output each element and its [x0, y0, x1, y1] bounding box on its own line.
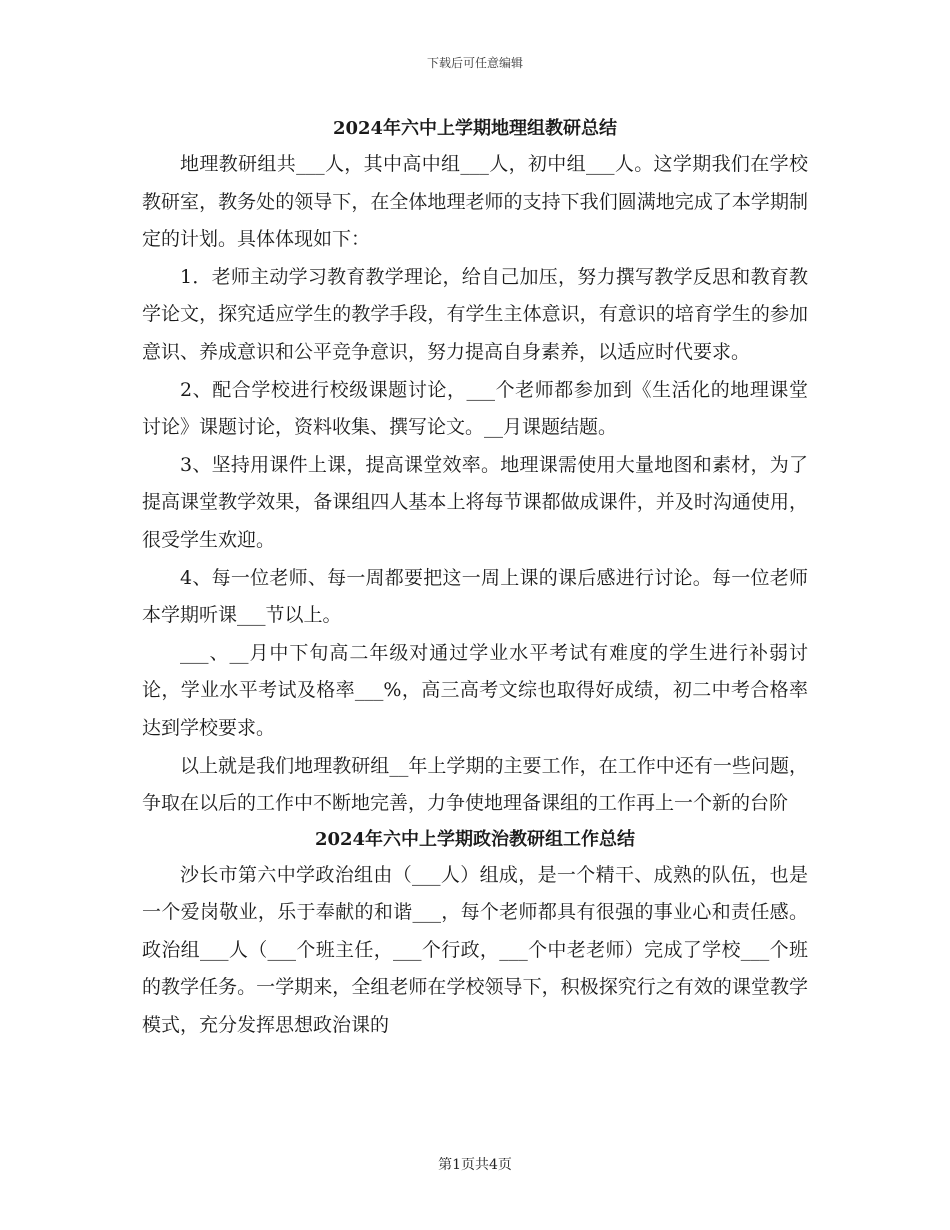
header-note: 下载后可任意编辑 [426, 56, 523, 70]
paragraph: 4、每一位老师、每一周都要把这一周上课的课后感进行讨论。每一位老师本学期听课___节以上。 [142, 566, 808, 627]
document-body [142, 112, 808, 1045]
page-footer: 第1页共4页 [438, 1157, 512, 1173]
paragraph: 2、配合学校进行校级课题讨论，___个老师都参加到《生活化的地理课堂讨论》课题讨论，资料收集、撰写论文。__月课题结题。 [142, 378, 808, 439]
paragraph: 1．老师主动学习教育教学理论，给自己加压，努力撰写教学反思和教育教学论文，探究适应学生的教学手段，有学生主体意识，有意识的培育学生的参加意识、养成意识和公平竞争意识，努力提高自身素养，以适应时代要求。 [142, 265, 808, 363]
section-title-politics: 2024年六中上学期政治教研组工作总结 [314, 828, 636, 850]
paragraph: 以上就是我们地理教研组__年上学期的主要工作，在工作中还有一些问题，争取在以后的工作中不断地完善，力争使地理备课组的工作再上一个新的台阶 [142, 754, 808, 815]
section-title-geography: 2024年六中上学期地理组教研总结 [332, 118, 618, 139]
paragraph: ___、__月中下旬高二年级对通过学业水平考试有难度的学生进行补弱讨论，学业水平考试及格率___%，高三高考文综也取得好成绩，初二中考合格率达到学校要求。 [142, 641, 808, 739]
paragraph: 3、坚持用课件上课，提高课堂效率。地理课需使用大量地图和素材，为了提高课堂教学效果，备课组四人基本上将每节课都做成课件，并及时沟通使用，很受学生欢迎。 [142, 453, 808, 551]
paragraph: 地理教研组共___人，其中高中组___人，初中组___人。这学期我们在学校教研室，教务处的领导下，在全体地理老师的支持下我们圆满地完成了本学期制定的计划。具体体现如下： [142, 153, 808, 251]
paragraph: 沙长市第六中学政治组由（___人）组成，是一个精干、成熟的队伍，也是一个爱岗敬业，乐于奉献的和谐___，每个老师都具有很强的事业心和责任感。政治组___人（___个班主任，___个行政，___个中老老师）完成了学校___个班的教学任务。一学期来，全组老师在学校领导下，积极探究行之有效的课堂教学模式，充分发挥思想政治课的 [142, 863, 808, 1037]
